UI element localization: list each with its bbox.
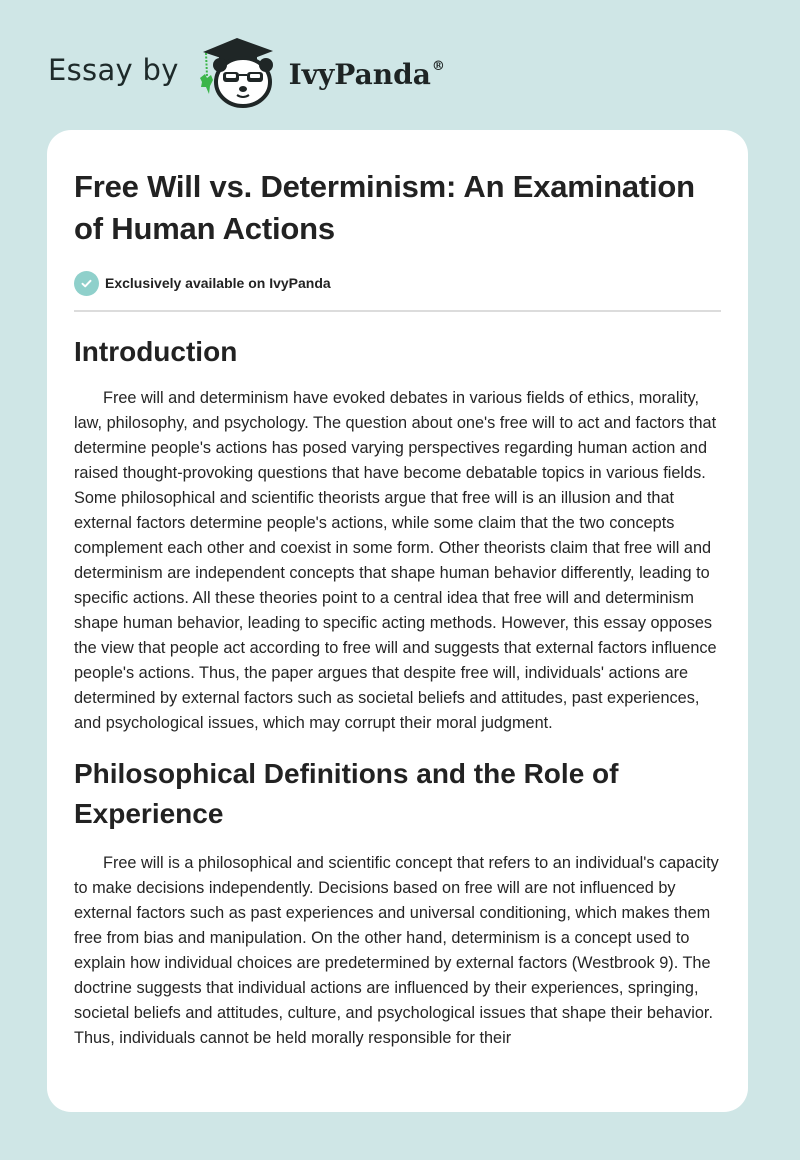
essay-title: Free Will vs. Determinism: An Examination of Human Actions xyxy=(74,169,695,246)
section-paragraph: Free will is a philosophical and scientific concept that refers to an individual's capacity to make decisions independently. Decisions based on free will are not influenced by external factors such as past experiences and universal conditioning, which makes them free from bias and manipulation. On the other hand, determinism is a concept used to explain how individual choices are predetermined by external factors (Westbrook 9). The doctrine suggests that individual actions are influenced by their experiences, springing, societal beliefs and attitudes, culture, and psychological issues that shape their behavior. Thus, individuals cannot be held morally responsible for their xyxy=(74,854,719,1047)
site-header xyxy=(48,34,445,110)
section-philosophical-definitions xyxy=(74,754,721,1051)
panda-graduation-cap-logo-icon[interactable] xyxy=(197,34,281,110)
exclusive-text: Exclusively available on IvyPanda xyxy=(105,275,331,291)
divider xyxy=(74,310,721,312)
section-heading: Philosophical Definitions and the Role of Experience xyxy=(74,758,619,829)
brand-name[interactable]: IvyPanda® xyxy=(288,57,445,91)
essay-card xyxy=(47,130,748,1112)
section-heading: Introduction xyxy=(74,336,238,367)
section-paragraph: Free will and determinism have evoked debates in various fields of ethics, morality, law, philosophy, and psychology. The question about one's free will to act and factors that determine people's actions has posed varying perspectives regarding human action and raised thought-provoking questions that have become debatable topics in various fields. Some philosophical and scientific theorists argue that free will is an illusion and that external factors determine people's actions, while some claim that the two concepts complement each other and coexist in some form. Other theorists claim that free will and determinism are independent concepts that shape human behavior differently, leading to specific actions. All these theories point to a central idea that free will and determinism shape human behavior, leading to specific acting methods. However, this essay opposes the view that people act according to free will and suggests that external factors influence people's actions. Thus, the paper argues that despite free will, individuals' actions are determined by external factors such as societal beliefs and attitudes, past experiences, and psychological issues, which may corrupt their moral judgment. xyxy=(74,389,717,732)
essay-by-label: Essay by xyxy=(48,53,179,87)
section-introduction xyxy=(74,332,721,736)
check-circle-icon xyxy=(74,271,99,296)
exclusive-badge xyxy=(74,270,721,296)
